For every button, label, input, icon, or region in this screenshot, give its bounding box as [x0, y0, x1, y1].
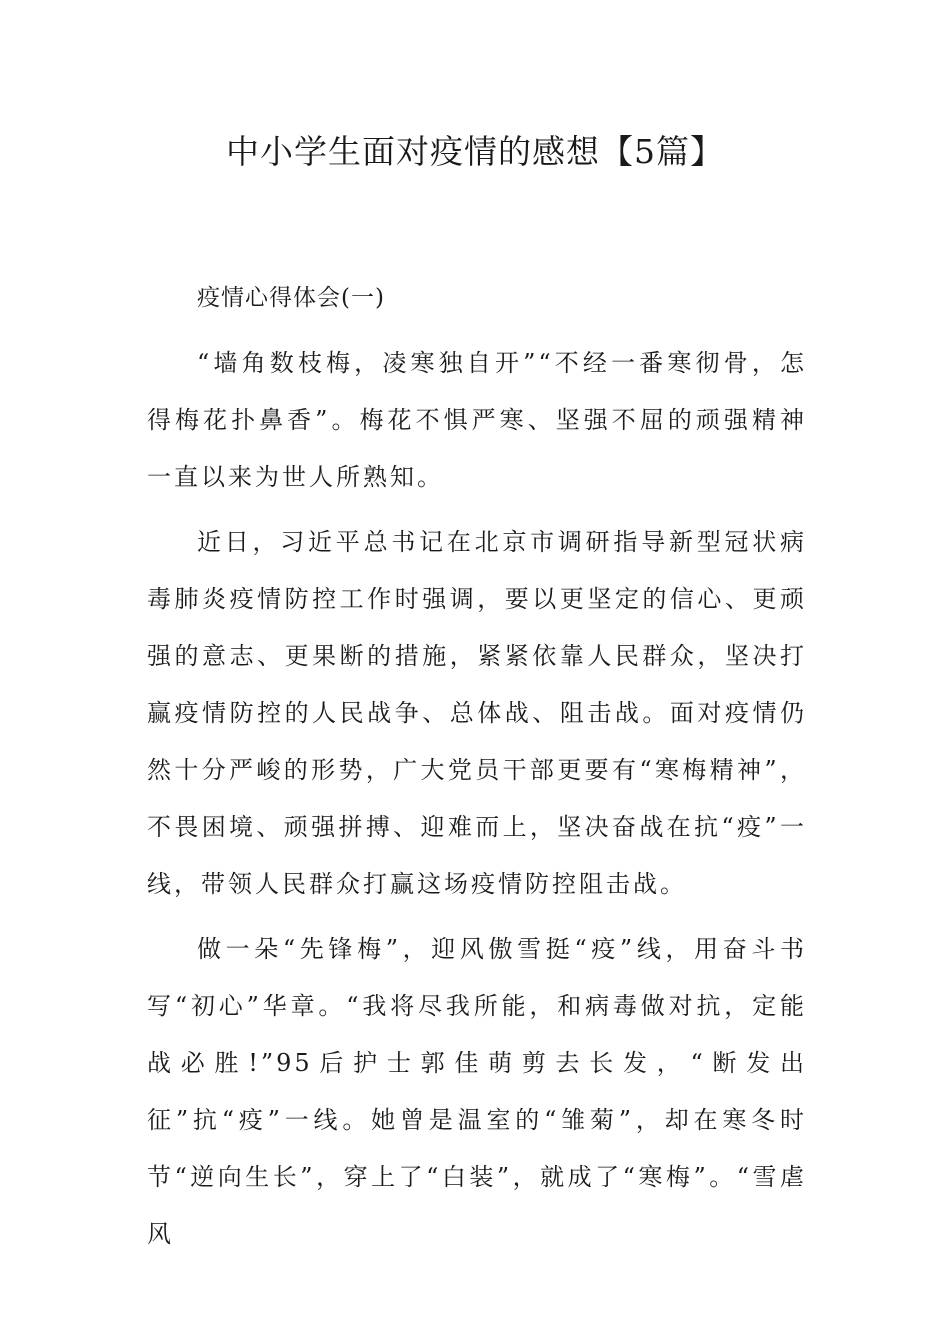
document-title: 中小学生面对疫情的感想【5篇】 [226, 132, 724, 171]
paragraph-1: “墙角数枝梅，凌寒独自开”“不经一番寒彻骨，怎得梅花扑鼻香”。梅花不惧严寒、坚强不屈的顽强精神一直以来为世人所熟知。 [147, 349, 807, 491]
paragraph-2: 近日，习近平总书记在北京市调研指导新型冠状病毒肺炎疫情防控工作时强调，要以更坚定的信心、更顽强的意志、更果断的措施，紧紧依靠人民群众，坚决打赢疫情防控的人民战争、总体战、阻击战。面对疫情仍然十分严峻的形势，广大党员干部更要有“寒梅精神”，不畏困境、顽强拼搏、迎难而上，坚决奋战在抗“疫”一线，带领人民群众打赢这场疫情防控阻击战。 [147, 528, 807, 898]
section-heading: 疫情心得体会(一) [197, 285, 385, 311]
document-body [147, 270, 807, 1263]
paragraph-3: 做一朵“先锋梅”，迎风傲雪挺“疫”线，用奋斗书写“初心”华章。“我将尽我所能，和病毒做对抗，定能战必胜!”95后护士郭佳萌剪去长发，“断发出征”抗“疫”一线。她曾是温室的“雏菊”，却在寒冬时节“逆向生长”，穿上了“白装”，就成了“寒梅”。“雪虐风 [147, 935, 807, 1248]
